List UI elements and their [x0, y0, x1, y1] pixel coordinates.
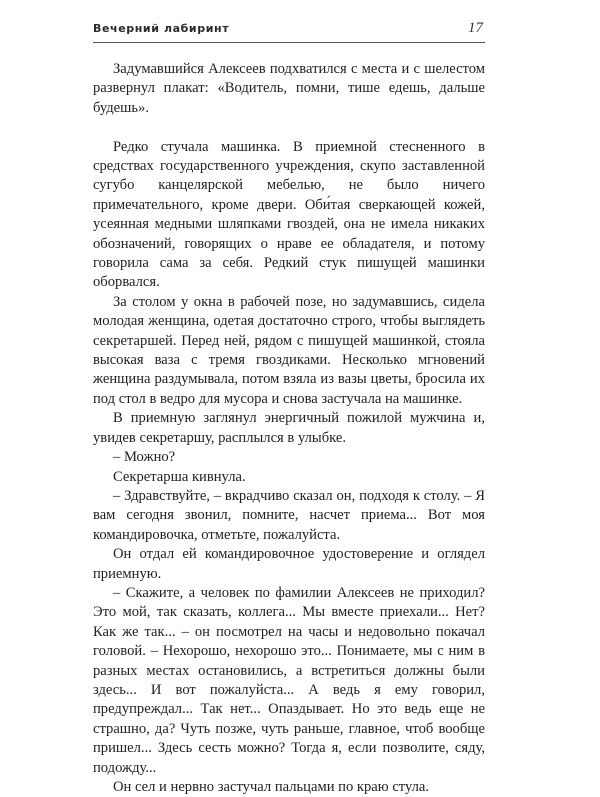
paragraph: В приемную заглянул энергичный пожилой мужчина и, увидев секретаршу, расплылся в улыбке.: [93, 410, 485, 446]
paragraph: За столом у окна в рабочей позе, но задумавшись, сидела молодая женщина, одетая достаточно строго, чтобы выглядеть секретаршей. Перед ней, рядом с пишущей машинкой, стояла высокая ваза с тремя гвоздиками. Несколько мгновений женщина раздумывала, потом взяла из вазы цветы, бросила их под стол в ведро для мусора и снова застучала на машинке.: [93, 293, 485, 407]
page-header: [93, 20, 485, 42]
paragraph: Он сел и нервно застучал пальцами по краю стула.: [113, 779, 430, 796]
dialogue-line: – Здравствуйте, – вкрадчиво сказал он, подходя к столу. – Я вам сегодня звонил, помните, насчет приема... Вот моя командировочка, отметьте, пожалуйста.: [93, 487, 485, 543]
page-number: 17: [468, 20, 483, 36]
dialogue-line: – Скажите, а человек по фамилии Алексеев не приходил? Это мой, так сказать, коллега... Мы вместе приехали... Нет? Как же так... – он посмотрел на часы и недовольно покачал головой. – Нехорошо, нехорошо это... Понимаете, мы с ним в разных местах остановились, а встретиться должны были здесь... И вот пожалуйста... А ведь я ему говорил, предупреждал... Так нет... Опаздывает. Но это ведь еще не страшно, да? Чуть позже, чуть раньше, главное, чтоб вообще пришел... Здесь сесть можно? Тогда я, если позволите, сяду, подожду...: [93, 584, 485, 776]
body-text: [93, 60, 485, 797]
paragraph: Редко стучала машинка. В приемной стесненного в средствах государственного учреждения, скупо заставленной сугубо канцелярской мебелью, не было ничего примечательного, кроме двери. Оби́тая сверкающей кожей, усеянная медными шляпками гвоздей, она не имела никаких обозначений, говорящих о нраве ее обладателя, и потому говорила сама за себя. Редкий стук пишущей машинки оборвался.: [93, 138, 485, 291]
header-rule: [93, 42, 485, 43]
paragraph: Он отдал ей командировочное удостоверение и оглядел приемную.: [93, 546, 485, 582]
paragraph: Задумавшийся Алексеев подхватился с места и с шелестом развернул плакат: «Водитель, помни, тише едешь, дальше будешь».: [93, 61, 485, 116]
running-head: Вечерний лабиринт: [93, 22, 230, 35]
dialogue-line: – Можно?: [113, 449, 176, 466]
paragraph: Секретарша кивнула.: [113, 468, 246, 485]
